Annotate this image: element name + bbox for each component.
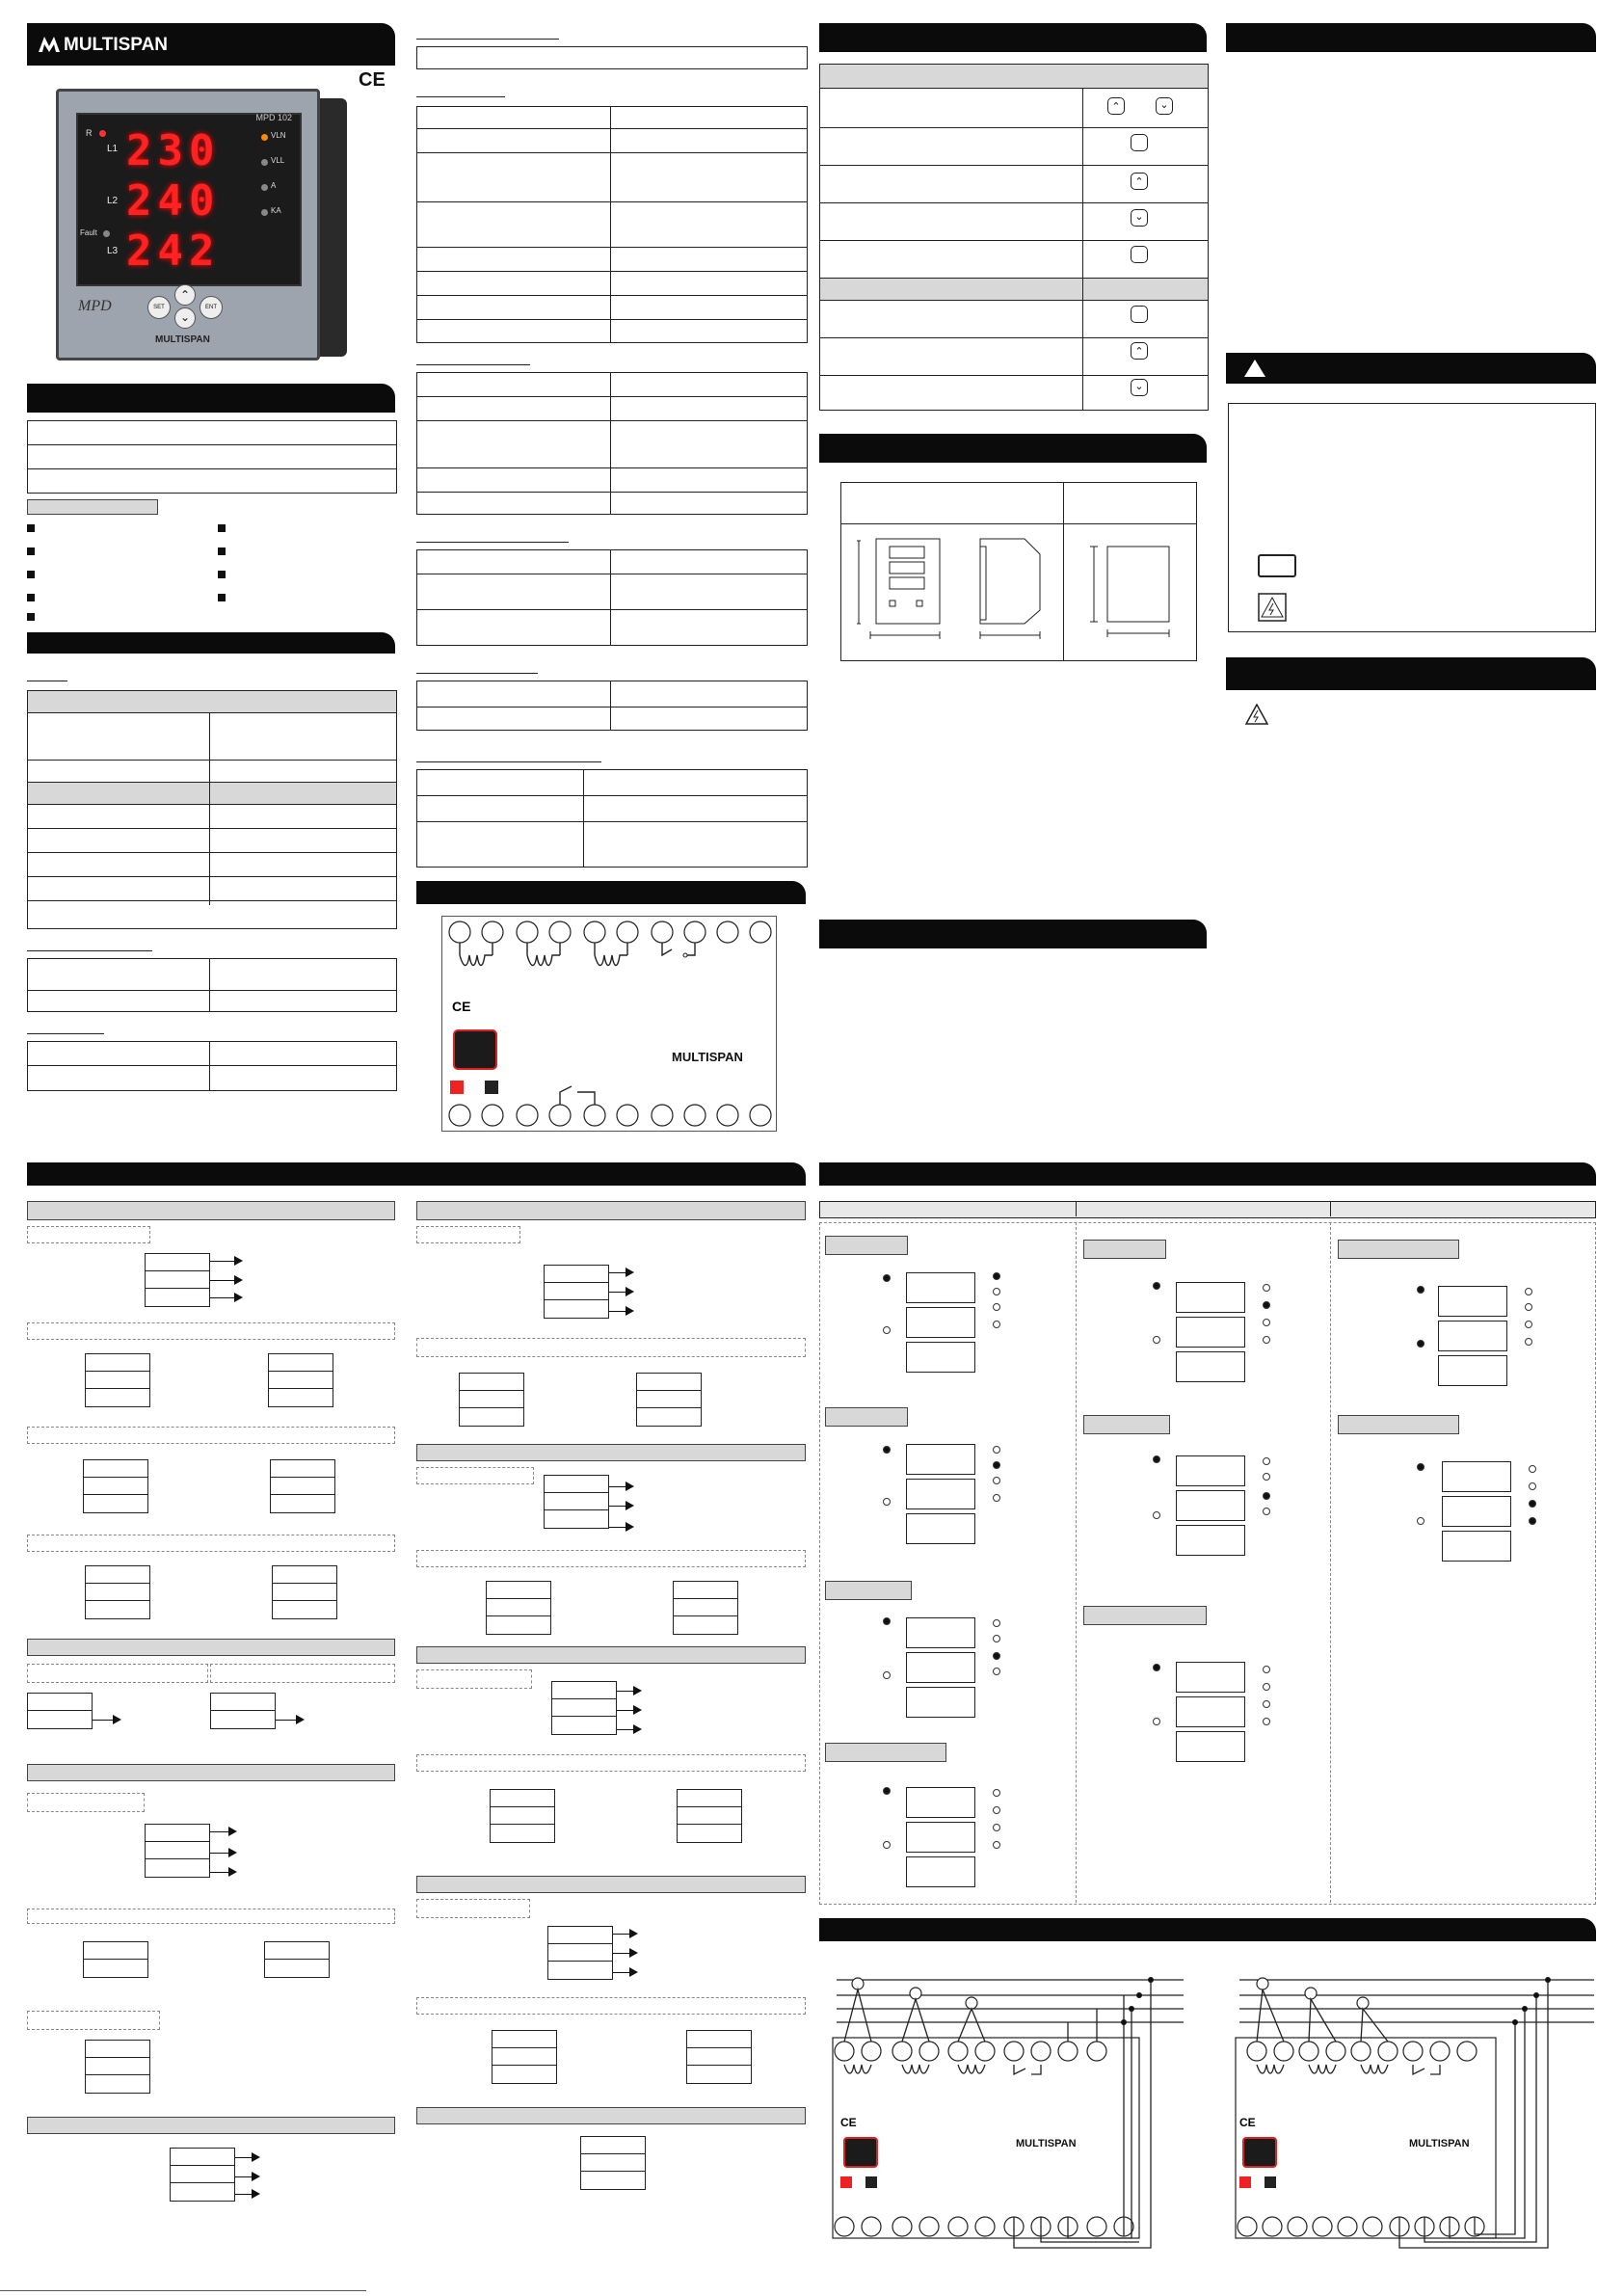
down-icon: ⌄	[1131, 379, 1148, 396]
menu-diagrams-left-tail	[170, 2148, 285, 2205]
connection-brand-left: MULTISPAN	[1016, 2138, 1077, 2149]
connection-diagram-left	[827, 1962, 1185, 2252]
bezel-brand: MULTISPAN	[155, 334, 210, 345]
keypad-header	[819, 23, 1207, 52]
col2-table-3	[416, 549, 808, 646]
lower-header-left	[27, 1162, 806, 1186]
col2-underline-3	[416, 542, 569, 543]
phase-l3-label: L3	[107, 246, 119, 256]
svg-text:CE: CE	[1239, 2116, 1256, 2129]
brand-header-bar	[27, 23, 395, 66]
warning-header	[1226, 353, 1596, 384]
spec-table-3	[27, 1041, 397, 1091]
col2-table-1	[416, 106, 808, 343]
led-a-label: A	[271, 181, 277, 190]
down-icon: ⌄	[1131, 209, 1148, 227]
keypad-table	[819, 64, 1209, 411]
connection-header	[819, 1918, 1596, 1941]
connection-diagram-right	[1230, 1962, 1596, 2252]
ce-mark: CE	[359, 69, 386, 91]
col2-underline-1	[416, 96, 505, 97]
front-logo: MPD	[78, 298, 112, 314]
model-label: MPD 102	[255, 113, 292, 122]
shock-hazard-icon	[1258, 593, 1287, 627]
features-list	[27, 524, 395, 621]
display-row-l2: 240	[126, 176, 221, 226]
spec-table-2	[27, 958, 397, 1012]
up-icon: ⌃	[1107, 97, 1125, 115]
terminal-diagram	[441, 916, 777, 1132]
footer-rule	[0, 2290, 366, 2291]
col2-underline-4	[416, 673, 538, 674]
svg-text:CE: CE	[452, 999, 471, 1014]
section-header-2	[27, 632, 395, 654]
led-fault-icon	[103, 230, 110, 237]
display-row-l1: 230	[126, 126, 221, 175]
up-button[interactable]: ⌃	[174, 284, 196, 306]
col2-table-2	[416, 372, 808, 515]
features-tag	[27, 499, 158, 515]
col2-underline-2	[416, 364, 530, 365]
enter-icon	[1131, 306, 1148, 323]
led-vll-label: VLL	[271, 156, 285, 165]
col2-underline-5	[416, 761, 601, 762]
led-vln-label: VLN	[271, 131, 286, 140]
small-underline-3	[27, 1033, 104, 1034]
col2-box-0	[416, 46, 808, 69]
led-fault-label: Fault	[80, 228, 97, 237]
connection-brand-right: MULTISPAN	[1409, 2138, 1470, 2149]
dimension-box	[840, 482, 1197, 661]
col2-table-4	[416, 681, 808, 731]
led-r-label: R	[86, 128, 93, 138]
device-bezel	[56, 89, 320, 360]
up-icon: ⌃	[1131, 173, 1148, 190]
enter-icon	[1131, 246, 1148, 263]
parameter-screens	[819, 1201, 1596, 1907]
menu-diagrams-middle	[416, 1199, 806, 2192]
set-button[interactable]: SET	[147, 296, 171, 319]
led-ka-label: KA	[271, 206, 281, 215]
shock-hazard-icon	[1245, 704, 1268, 730]
menu-diagrams-left	[27, 1199, 395, 2144]
display-window	[76, 113, 302, 286]
dimension-header	[819, 434, 1207, 463]
multispan-logo-icon	[39, 37, 60, 52]
lower-header-right	[819, 1162, 1596, 1186]
led-a-icon	[261, 184, 268, 191]
section-header-col3	[819, 920, 1207, 948]
terminal-header	[416, 881, 806, 904]
led-vln-icon	[261, 134, 268, 141]
enter-icon	[1131, 134, 1148, 151]
svg-text:CE: CE	[840, 2116, 857, 2129]
spec-table-1	[27, 690, 397, 929]
led-r-icon	[99, 130, 106, 137]
hand-pointer-icon	[1258, 554, 1296, 577]
led-ka-icon	[261, 209, 268, 216]
warning-box	[1228, 403, 1596, 632]
device-front-panel	[56, 89, 345, 359]
section-header-1	[27, 384, 395, 413]
col2-table-5	[416, 769, 808, 868]
phase-l2-label: L2	[107, 196, 119, 206]
ent-button[interactable]: ENT	[200, 296, 223, 319]
down-icon: ⌄	[1156, 97, 1173, 115]
col2-underline-0	[416, 39, 559, 40]
phase-l1-label: L1	[107, 144, 119, 154]
up-icon: ⌃	[1131, 342, 1148, 360]
display-row-l3: 242	[126, 227, 221, 276]
led-vll-icon	[261, 159, 268, 166]
terminal-brand: MULTISPAN	[672, 1050, 743, 1064]
warning-icon	[1243, 359, 1266, 383]
col4-header-1	[1226, 23, 1596, 52]
small-underline-2	[27, 950, 152, 951]
down-button[interactable]: ⌄	[174, 307, 196, 329]
col4-header-2	[1226, 657, 1596, 690]
brand-name: MULTISPAN	[64, 35, 169, 55]
info-table-1	[27, 420, 397, 494]
